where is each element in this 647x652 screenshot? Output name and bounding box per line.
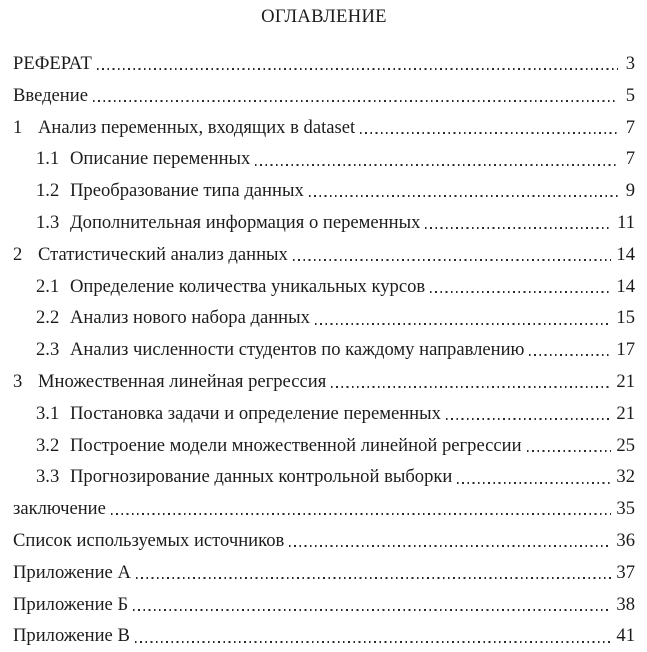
toc-entry-page-number: 3: [625, 53, 635, 74]
toc-entry-label: Описание переменных: [70, 148, 251, 170]
toc-entry-page-number: 38: [616, 593, 635, 615]
toc-entry-page-number: 32: [616, 466, 635, 488]
toc-entry-page-number: 25: [616, 434, 635, 456]
toc-entry[interactable]: [13, 525, 635, 557]
toc-entry[interactable]: [13, 48, 635, 80]
toc-entry-label: Приложение А: [13, 561, 131, 583]
toc-entry[interactable]: [13, 493, 635, 525]
toc-entry-label: Приложение В: [13, 625, 130, 647]
toc-entry[interactable]: [13, 557, 635, 589]
dot-leader: [293, 259, 612, 261]
toc-entry-number: 1.3: [36, 211, 60, 233]
toc-entry-number: 2: [13, 243, 23, 265]
toc-entry-label: Статистический анализ данных: [38, 243, 288, 265]
toc-entry-number: 2.2: [36, 307, 60, 329]
toc-entry-number: 3.1: [36, 402, 60, 424]
toc-entry[interactable]: [13, 620, 635, 652]
toc-entry-page-number: 11: [617, 211, 635, 233]
toc-entry-page-number: 7: [625, 148, 635, 170]
toc-entry-label: Анализ нового набора данных: [70, 307, 310, 329]
toc-entry[interactable]: [13, 175, 635, 207]
dot-leader: [133, 609, 611, 611]
toc-entry-page-number: 5: [625, 84, 635, 106]
toc-entry[interactable]: [13, 143, 635, 175]
toc-entry-label: заключение: [13, 498, 106, 520]
toc-entry-page-number: 41: [616, 625, 635, 647]
dot-leader: [289, 545, 611, 547]
toc-entry-page-number: 15: [616, 307, 635, 329]
dot-leader: [93, 100, 618, 102]
toc-entry-number: 3.3: [36, 466, 60, 488]
toc-entry[interactable]: [13, 271, 635, 303]
toc-entry[interactable]: [13, 430, 635, 462]
toc-entry-label: Построение модели множественной линейной регрессии: [70, 434, 522, 456]
toc-entry-page-number: 9: [625, 180, 635, 202]
toc-entry-label: Определение количества уникальных курсов: [70, 275, 426, 297]
dot-leader: [457, 482, 611, 484]
dot-leader: [309, 195, 618, 197]
toc-entry-page-number: 36: [616, 529, 635, 551]
toc-entry-page-number: 37: [616, 561, 635, 583]
dot-leader: [111, 513, 612, 515]
toc-entry-number: 3: [13, 370, 23, 392]
page-title: ОГЛАВЛЕНИЕ: [261, 6, 387, 27]
toc-entry-label: Прогнозирование данных контрольной выборки: [70, 466, 453, 488]
toc-entry-page-number: 35: [616, 498, 635, 520]
toc-entry-page-number: 21: [616, 370, 635, 392]
toc-entry-number: 1.1: [36, 148, 60, 170]
toc-entry-number: 1.2: [36, 180, 60, 202]
toc-entry[interactable]: [13, 461, 635, 493]
dot-leader: [425, 227, 612, 229]
toc-entry-label: Множественная линейная регрессия: [38, 370, 327, 392]
dot-leader: [255, 164, 618, 166]
toc-entry[interactable]: [13, 366, 635, 398]
toc-entry-page-number: 14: [616, 243, 635, 265]
toc-entry-label: Дополнительная информация о переменных: [70, 211, 421, 233]
toc-entry-label: Список используемых источников: [13, 529, 285, 551]
toc-entry[interactable]: [13, 112, 635, 144]
dot-leader: [136, 577, 612, 579]
dot-leader: [135, 641, 612, 643]
dot-leader: [360, 132, 618, 134]
toc-entry-page-number: 14: [616, 275, 635, 297]
toc-entry-page-number: 17: [616, 339, 635, 361]
toc-entry-number: 3.2: [36, 434, 60, 456]
toc-entry[interactable]: [13, 302, 635, 334]
toc-entry-number: 2.3: [36, 339, 60, 361]
toc-entry-number: 2.1: [36, 275, 60, 297]
toc-entry-label: Анализ численности студентов по каждому направлению: [70, 339, 525, 361]
dot-leader: [331, 386, 611, 388]
dot-leader: [529, 354, 611, 356]
toc-entry-label: Анализ переменных, входящих в dataset: [38, 116, 356, 138]
toc-entry-page-number: 21: [616, 402, 635, 424]
toc-entry-label: Введение: [13, 84, 88, 106]
toc-entry-label: Постановка задачи и определение переменных: [70, 402, 441, 424]
dot-leader: [430, 291, 611, 293]
dot-leader: [315, 323, 612, 325]
dot-leader: [446, 418, 612, 420]
toc-entry[interactable]: [13, 239, 635, 271]
toc-entry[interactable]: [13, 589, 635, 621]
toc-entry[interactable]: [13, 334, 635, 366]
toc-entry-label: Преобразование типа данных: [70, 180, 304, 202]
dot-leader: [97, 68, 618, 70]
toc-entry[interactable]: [13, 80, 635, 112]
toc-entry[interactable]: [13, 398, 635, 430]
dot-leader: [527, 450, 612, 452]
toc-entry-page-number: 7: [625, 116, 635, 138]
toc-entry-label: Приложение Б: [13, 593, 129, 615]
toc-entry[interactable]: [13, 207, 635, 239]
toc-entry-label: РЕФЕРАТ: [13, 53, 92, 74]
table-of-contents: [13, 48, 635, 652]
toc-entry-number: 1: [13, 116, 23, 138]
